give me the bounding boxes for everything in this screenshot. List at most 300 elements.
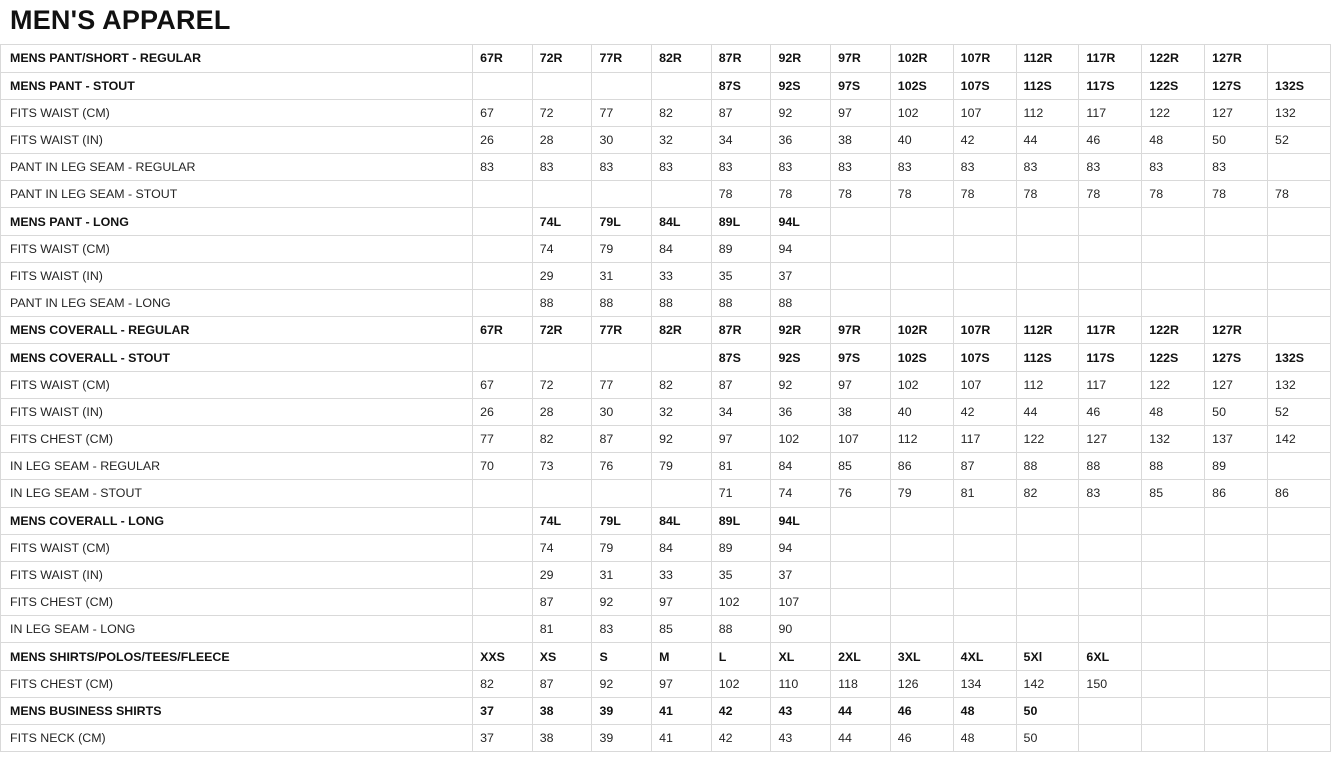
row-label: FITS WAIST (IN) — [1, 398, 473, 425]
table-cell: 81 — [953, 480, 1016, 507]
row-label: MENS BUSINESS SHIRTS — [1, 697, 473, 724]
table-cell — [831, 507, 891, 534]
table-cell — [953, 290, 1016, 317]
table-cell: 4XL — [953, 643, 1016, 670]
table-cell: 67R — [473, 317, 533, 344]
table-row — [1, 725, 1331, 752]
table-cell: 122S — [1142, 344, 1205, 371]
table-cell: 67 — [473, 371, 533, 398]
table-cell — [1268, 561, 1331, 588]
table-cell — [473, 480, 533, 507]
table-cell: 42 — [953, 398, 1016, 425]
row-label: MENS COVERALL - REGULAR — [1, 317, 473, 344]
table-cell: 43 — [771, 697, 831, 724]
table-row — [1, 507, 1331, 534]
table-cell: 97 — [831, 371, 891, 398]
table-cell: 74 — [532, 534, 592, 561]
table-cell: 82R — [652, 317, 712, 344]
table-cell: 29 — [532, 561, 592, 588]
table-cell: 76 — [592, 453, 652, 480]
table-cell: 79L — [592, 208, 652, 235]
table-cell: 78 — [1016, 181, 1079, 208]
table-cell: 89 — [711, 534, 771, 561]
table-cell — [473, 181, 533, 208]
table-cell: 83 — [1079, 480, 1142, 507]
table-cell: 122 — [1142, 371, 1205, 398]
table-cell: 48 — [953, 725, 1016, 752]
row-label: FITS WAIST (CM) — [1, 534, 473, 561]
table-cell: 107 — [831, 425, 891, 452]
table-cell: 97 — [711, 425, 771, 452]
table-row — [1, 425, 1331, 452]
table-cell: 34 — [711, 398, 771, 425]
table-cell: 88 — [771, 290, 831, 317]
table-cell: 42 — [711, 697, 771, 724]
table-cell — [532, 72, 592, 99]
table-cell: 122 — [1142, 99, 1205, 126]
row-label: FITS WAIST (CM) — [1, 235, 473, 262]
table-cell: 36 — [771, 126, 831, 153]
table-cell — [1142, 697, 1205, 724]
table-cell — [1142, 616, 1205, 643]
table-cell: 83 — [953, 154, 1016, 181]
table-cell — [890, 507, 953, 534]
table-cell: 50 — [1205, 126, 1268, 153]
table-cell: 81 — [711, 453, 771, 480]
row-label: FITS NECK (CM) — [1, 725, 473, 752]
table-cell: 127S — [1205, 72, 1268, 99]
table-cell — [953, 262, 1016, 289]
table-cell: 84 — [652, 534, 712, 561]
table-cell — [1268, 208, 1331, 235]
table-cell: 94L — [771, 507, 831, 534]
table-cell: 2XL — [831, 643, 891, 670]
table-cell: 117 — [1079, 99, 1142, 126]
table-cell — [1205, 534, 1268, 561]
table-cell: 112S — [1016, 344, 1079, 371]
table-cell: 83 — [1205, 154, 1268, 181]
table-cell: 117 — [1079, 371, 1142, 398]
table-cell: 92 — [771, 371, 831, 398]
row-label: IN LEG SEAM - REGULAR — [1, 453, 473, 480]
table-cell — [1079, 561, 1142, 588]
table-cell: 44 — [831, 725, 891, 752]
table-cell — [1016, 534, 1079, 561]
row-label: PANT IN LEG SEAM - LONG — [1, 290, 473, 317]
table-cell — [1079, 589, 1142, 616]
table-cell: 71 — [711, 480, 771, 507]
table-cell: 41 — [652, 725, 712, 752]
table-cell: 87 — [711, 99, 771, 126]
table-cell: 107S — [953, 344, 1016, 371]
table-cell: 102S — [890, 72, 953, 99]
table-cell: 110 — [771, 670, 831, 697]
table-cell: 117 — [953, 425, 1016, 452]
table-cell: 142 — [1268, 425, 1331, 452]
table-cell — [1016, 262, 1079, 289]
table-cell: 79 — [592, 534, 652, 561]
table-cell: 127 — [1205, 99, 1268, 126]
table-cell — [473, 262, 533, 289]
table-cell: 83 — [652, 154, 712, 181]
table-row — [1, 643, 1331, 670]
table-cell: 97R — [831, 317, 891, 344]
table-cell: 37 — [473, 697, 533, 724]
table-row — [1, 290, 1331, 317]
table-cell — [473, 208, 533, 235]
table-cell: 112R — [1016, 317, 1079, 344]
table-cell: 77 — [592, 371, 652, 398]
table-cell: 79 — [592, 235, 652, 262]
table-cell — [1142, 670, 1205, 697]
table-cell — [652, 344, 712, 371]
table-row — [1, 99, 1331, 126]
table-cell: 78 — [890, 181, 953, 208]
table-cell: 88 — [1142, 453, 1205, 480]
table-cell: 87 — [532, 670, 592, 697]
table-row — [1, 72, 1331, 99]
table-cell — [473, 589, 533, 616]
table-cell: 73 — [532, 453, 592, 480]
table-cell — [1205, 290, 1268, 317]
table-row — [1, 317, 1331, 344]
table-cell: 126 — [890, 670, 953, 697]
table-cell: 32 — [652, 126, 712, 153]
table-cell: 82 — [652, 99, 712, 126]
table-cell: 132 — [1268, 99, 1331, 126]
table-cell: 150 — [1079, 670, 1142, 697]
table-cell: 87 — [711, 371, 771, 398]
table-cell: 107R — [953, 45, 1016, 72]
table-cell: 83 — [592, 616, 652, 643]
row-label: MENS COVERALL - STOUT — [1, 344, 473, 371]
table-cell — [1079, 725, 1142, 752]
table-cell: 43 — [771, 725, 831, 752]
table-cell: 78 — [1268, 181, 1331, 208]
table-cell: 72R — [532, 45, 592, 72]
table-cell: 70 — [473, 453, 533, 480]
table-cell: 127S — [1205, 344, 1268, 371]
table-cell: 83 — [473, 154, 533, 181]
table-cell — [1205, 589, 1268, 616]
table-cell — [1142, 262, 1205, 289]
table-row — [1, 670, 1331, 697]
table-cell: 137 — [1205, 425, 1268, 452]
table-cell: 107 — [953, 371, 1016, 398]
table-cell — [1016, 616, 1079, 643]
table-cell: 89L — [711, 208, 771, 235]
table-cell — [1268, 317, 1331, 344]
row-label: IN LEG SEAM - STOUT — [1, 480, 473, 507]
table-cell: 33 — [652, 561, 712, 588]
page-title: MEN'S APPAREL — [10, 5, 231, 35]
table-cell: 78 — [711, 181, 771, 208]
table-row — [1, 235, 1331, 262]
table-row — [1, 45, 1331, 72]
table-cell: 78 — [771, 181, 831, 208]
table-cell: 97 — [652, 589, 712, 616]
table-cell — [473, 534, 533, 561]
table-cell: 77 — [592, 99, 652, 126]
row-label: FITS WAIST (CM) — [1, 371, 473, 398]
table-cell: 132S — [1268, 344, 1331, 371]
table-row — [1, 561, 1331, 588]
table-cell — [953, 208, 1016, 235]
table-cell: 88 — [1016, 453, 1079, 480]
table-cell — [1142, 725, 1205, 752]
table-cell — [890, 235, 953, 262]
table-cell: 83 — [532, 154, 592, 181]
table-cell: 83 — [1079, 154, 1142, 181]
table-cell: 77R — [592, 45, 652, 72]
table-cell: 46 — [1079, 126, 1142, 153]
table-cell: 35 — [711, 561, 771, 588]
table-cell: 86 — [1205, 480, 1268, 507]
table-cell: 107R — [953, 317, 1016, 344]
table-cell — [1079, 262, 1142, 289]
table-cell — [1205, 235, 1268, 262]
table-cell — [953, 507, 1016, 534]
table-cell: 29 — [532, 262, 592, 289]
table-cell: 72 — [532, 371, 592, 398]
table-cell: 46 — [890, 725, 953, 752]
table-cell: 79 — [652, 453, 712, 480]
table-cell — [953, 534, 1016, 561]
table-cell — [473, 72, 533, 99]
table-cell: 26 — [473, 398, 533, 425]
table-cell: 42 — [953, 126, 1016, 153]
table-cell: 72R — [532, 317, 592, 344]
table-cell — [1142, 643, 1205, 670]
table-cell: 77R — [592, 317, 652, 344]
table-cell: 97S — [831, 72, 891, 99]
table-cell — [1205, 208, 1268, 235]
table-cell — [1079, 507, 1142, 534]
table-cell: M — [652, 643, 712, 670]
table-cell: 78 — [1079, 181, 1142, 208]
table-cell — [1016, 589, 1079, 616]
table-cell: 134 — [953, 670, 1016, 697]
table-cell — [1268, 616, 1331, 643]
table-cell: 31 — [592, 262, 652, 289]
table-cell: 102 — [711, 670, 771, 697]
table-cell — [1268, 725, 1331, 752]
table-cell: 107 — [953, 99, 1016, 126]
table-cell — [831, 235, 891, 262]
table-cell: 67R — [473, 45, 533, 72]
table-cell: 84L — [652, 208, 712, 235]
table-cell: 31 — [592, 561, 652, 588]
table-cell: 97S — [831, 344, 891, 371]
table-row — [1, 616, 1331, 643]
table-cell — [1268, 643, 1331, 670]
table-cell: 142 — [1016, 670, 1079, 697]
table-cell: 112 — [1016, 99, 1079, 126]
table-cell — [953, 235, 1016, 262]
table-cell: 48 — [1142, 398, 1205, 425]
table-cell: 88 — [592, 290, 652, 317]
table-cell — [890, 616, 953, 643]
table-cell — [831, 290, 891, 317]
table-cell — [652, 181, 712, 208]
table-cell — [1142, 534, 1205, 561]
table-cell: 102R — [890, 45, 953, 72]
table-cell — [1079, 290, 1142, 317]
table-cell — [473, 561, 533, 588]
table-cell — [831, 561, 891, 588]
table-cell: 46 — [1079, 398, 1142, 425]
table-cell — [1016, 561, 1079, 588]
size-chart-table — [0, 44, 1331, 752]
table-cell: 94 — [771, 235, 831, 262]
table-cell: 117S — [1079, 72, 1142, 99]
table-cell: 102 — [771, 425, 831, 452]
table-cell: 38 — [532, 725, 592, 752]
table-cell: 102 — [711, 589, 771, 616]
table-cell — [1205, 643, 1268, 670]
row-label: MENS PANT - STOUT — [1, 72, 473, 99]
table-cell: 87R — [711, 45, 771, 72]
table-cell: 78 — [1142, 181, 1205, 208]
table-cell: 97 — [831, 99, 891, 126]
table-cell — [831, 208, 891, 235]
table-cell: 34 — [711, 126, 771, 153]
table-cell: 92R — [771, 45, 831, 72]
table-cell: 44 — [1016, 126, 1079, 153]
row-label: FITS CHEST (CM) — [1, 670, 473, 697]
table-cell: L — [711, 643, 771, 670]
table-cell — [1268, 290, 1331, 317]
table-cell: 85 — [1142, 480, 1205, 507]
table-cell — [652, 72, 712, 99]
table-cell — [592, 480, 652, 507]
table-cell — [953, 616, 1016, 643]
table-row — [1, 181, 1331, 208]
table-row — [1, 208, 1331, 235]
table-cell: 118 — [831, 670, 891, 697]
table-cell: 87 — [592, 425, 652, 452]
table-cell: 127R — [1205, 45, 1268, 72]
table-cell: 122R — [1142, 317, 1205, 344]
table-cell: 92S — [771, 72, 831, 99]
table-cell: 37 — [771, 561, 831, 588]
table-cell — [831, 262, 891, 289]
table-cell: 132S — [1268, 72, 1331, 99]
table-cell: 33 — [652, 262, 712, 289]
table-row — [1, 371, 1331, 398]
table-cell: 92S — [771, 344, 831, 371]
table-row — [1, 589, 1331, 616]
table-cell — [1205, 725, 1268, 752]
table-cell: 83 — [890, 154, 953, 181]
table-cell: 88 — [711, 290, 771, 317]
table-cell: 26 — [473, 126, 533, 153]
table-cell — [890, 589, 953, 616]
table-cell: S — [592, 643, 652, 670]
table-cell: 112R — [1016, 45, 1079, 72]
table-cell: 30 — [592, 398, 652, 425]
table-cell — [1205, 697, 1268, 724]
table-cell — [1268, 154, 1331, 181]
table-cell: 38 — [831, 398, 891, 425]
table-cell — [953, 589, 1016, 616]
table-cell: 3XL — [890, 643, 953, 670]
table-cell — [1205, 616, 1268, 643]
table-cell — [473, 344, 533, 371]
row-label: FITS WAIST (CM) — [1, 99, 473, 126]
row-label: MENS SHIRTS/POLOS/TEES/FLEECE — [1, 643, 473, 670]
table-cell: 85 — [652, 616, 712, 643]
table-cell: 74 — [771, 480, 831, 507]
table-cell: 79 — [890, 480, 953, 507]
table-cell — [473, 507, 533, 534]
table-cell — [953, 561, 1016, 588]
table-row — [1, 344, 1331, 371]
table-cell: 86 — [1268, 480, 1331, 507]
table-cell: 89 — [1205, 453, 1268, 480]
table-cell — [890, 561, 953, 588]
table-cell: 84 — [771, 453, 831, 480]
table-row — [1, 126, 1331, 153]
table-cell: 82R — [652, 45, 712, 72]
table-cell: 48 — [1142, 126, 1205, 153]
table-cell — [890, 534, 953, 561]
table-cell: XS — [532, 643, 592, 670]
table-cell: 127R — [1205, 317, 1268, 344]
table-cell: 122R — [1142, 45, 1205, 72]
table-cell: 37 — [771, 262, 831, 289]
table-row — [1, 697, 1331, 724]
table-cell: 82 — [473, 670, 533, 697]
table-cell: 28 — [532, 398, 592, 425]
table-cell — [1205, 561, 1268, 588]
table-cell — [1268, 235, 1331, 262]
table-cell: 40 — [890, 126, 953, 153]
table-cell: 92 — [652, 425, 712, 452]
table-cell: 87R — [711, 317, 771, 344]
table-cell — [1079, 534, 1142, 561]
row-label: MENS PANT - LONG — [1, 208, 473, 235]
table-cell: 132 — [1142, 425, 1205, 452]
table-cell: XL — [771, 643, 831, 670]
table-cell: 82 — [652, 371, 712, 398]
table-cell — [592, 181, 652, 208]
table-cell: 87 — [953, 453, 1016, 480]
table-cell: 92R — [771, 317, 831, 344]
table-cell: 82 — [1016, 480, 1079, 507]
table-cell: 90 — [771, 616, 831, 643]
size-chart-body — [1, 45, 1331, 752]
table-cell — [1079, 208, 1142, 235]
table-cell: 82 — [532, 425, 592, 452]
table-cell: 44 — [831, 697, 891, 724]
table-cell — [1268, 262, 1331, 289]
row-label: PANT IN LEG SEAM - STOUT — [1, 181, 473, 208]
table-cell — [473, 616, 533, 643]
table-cell: 97R — [831, 45, 891, 72]
table-cell: 50 — [1016, 725, 1079, 752]
row-label: FITS WAIST (IN) — [1, 561, 473, 588]
table-cell: 74L — [532, 208, 592, 235]
row-label: IN LEG SEAM - LONG — [1, 616, 473, 643]
table-cell: 92 — [592, 589, 652, 616]
table-cell: 40 — [890, 398, 953, 425]
table-cell — [1205, 670, 1268, 697]
table-cell: 6XL — [1079, 643, 1142, 670]
table-cell: 102 — [890, 99, 953, 126]
table-cell: 72 — [532, 99, 592, 126]
table-cell: 117S — [1079, 344, 1142, 371]
